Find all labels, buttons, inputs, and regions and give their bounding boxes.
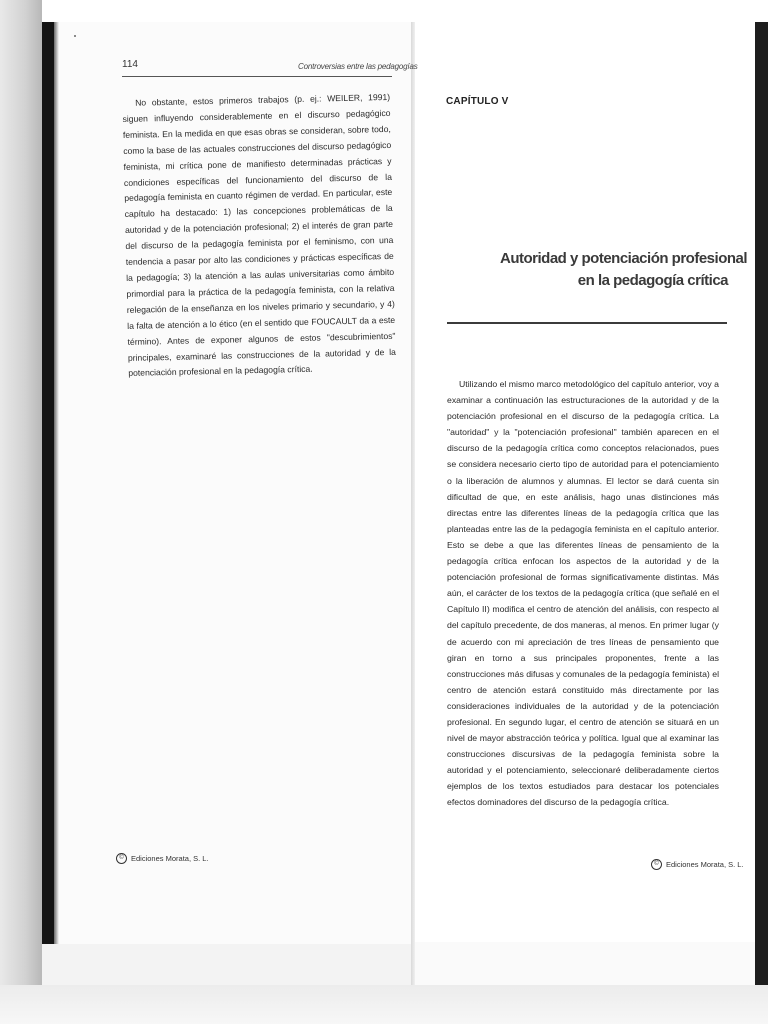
binding-shadow: [42, 22, 54, 944]
running-head: Controversias entre las pedagogías: [298, 62, 418, 71]
right-footer-text: Ediciones Morata, S. L.: [666, 860, 744, 869]
scan-margin-left: [0, 0, 42, 1024]
chapter-title-line-2: en la pedagogía crítica: [577, 272, 728, 289]
copyright-icon: ©: [116, 853, 127, 864]
scan-margin-bottom: [0, 985, 768, 1024]
left-page-bottom-edge: [42, 944, 411, 985]
page-number: 114: [122, 59, 138, 70]
right-footer: [651, 859, 744, 870]
chapter-title: [500, 248, 748, 292]
title-rule: [447, 322, 727, 324]
chapter-label: CAPÍTULO V: [446, 96, 509, 107]
left-footer-text: Ediciones Morata, S. L.: [131, 854, 209, 863]
right-page-paragraph: Utilizando el mismo marco metodológico del capítulo anterior, voy a examinar a continuación las estructuraciones de la autoridad y de la potenciación profesional en el discurso de la pedagogía crítica. La "autoridad" y la "potenciación profesional" también aparecen en el discurso de la pedagogía crítica como conceptos relacionados, pues se considera necesario cierto tipo de autoridad para el potenciamiento o la liberación de alumnos y alumnas. El lector se dará cuenta sin dificultad de que, en este análisis, hago unas distinciones más directas entre las diferentes líneas de la pedagogía crítica que las planteadas entre las de la pedagogía feminista en el capítulo anterior. Esto se debe a que las diferentes líneas de pensamiento de la pedagogía crítica enfocan los aspectos de la autoridad y de la potenciación profesional de formas significativamente distintas. Más aún, el carácter de los textos de la pedagogía crítica (que señalé en el Capítulo II) modifica el centro de atención del análisis, con respecto al del capítulo precedente, de dos maneras, al menos. En primer lugar (y de acuerdo con mi apreciación de tres líneas de pensamiento que giran en torno a sus principales proponentes, frente a las construcciones más difusas y comunales de la pedagogía feminista) el centro de atención estará constituido más directamente por las consideraciones individuales de la autoridad y de la potenciación profesional. En segundo lugar, el centro de atención se situará en un nivel de mayor abstracción teórica y política. Igual que al examinar las construcciones discursivas de la pedagogía feminista sobre la autoridad y el potenciamiento, seleccionaré deliberadamente ciertos ejemplos de los textos estudiados para destacar los potenciales efectos dominadores del discurso de la pedagogía crítica.: [447, 379, 719, 808]
scan-margin-right: [755, 22, 768, 985]
copyright-icon: ©: [651, 859, 662, 870]
header-rule: [122, 76, 392, 77]
scan-speck: [74, 35, 76, 37]
left-page-paragraph: No obstante, estos primeros trabajos (p. ej.: WEILER, 1991) siguen influyendo considerablemente en el discurso pedagógico feminista. En la medida en que esas obras se consideran, sobre todo, como la base de las actuales construcciones del discurso pedagógico feminista, mi crítica pone de manifiesto determinadas prácticas y condiciones específicas del funcionamiento del discurso de la pedagogía feminista en cuanto régimen de verdad. En particular, este capítulo ha destacado: 1) las concepciones problemáticas de la autoridad y de la potenciación profesional; 2) el interés de gran parte del discurso de la pedagogía feminista por el feminismo, con una tendencia a pasar por alto las condiciones y prácticas específicas de la pedagogía; 3) la atención a las aulas universitarias como ámbito primordial para la práctica de la pedagogía feminista, con la relativa relegación de la enseñanza en los niveles primario y secundario, y 4) la falta de atención a lo ético (en el sentido que FOUCAULT da a este término). Antes de exponer algunos de estos "descubrimientos" principales, examinaré las construcciones de la autoridad y de la potenciación profesional en la pedagogía crítica.: [122, 91, 396, 379]
left-footer: [116, 853, 209, 864]
chapter-title-line-1: Autoridad y potenciación profesional: [500, 250, 748, 267]
binding-fade: [54, 22, 59, 944]
